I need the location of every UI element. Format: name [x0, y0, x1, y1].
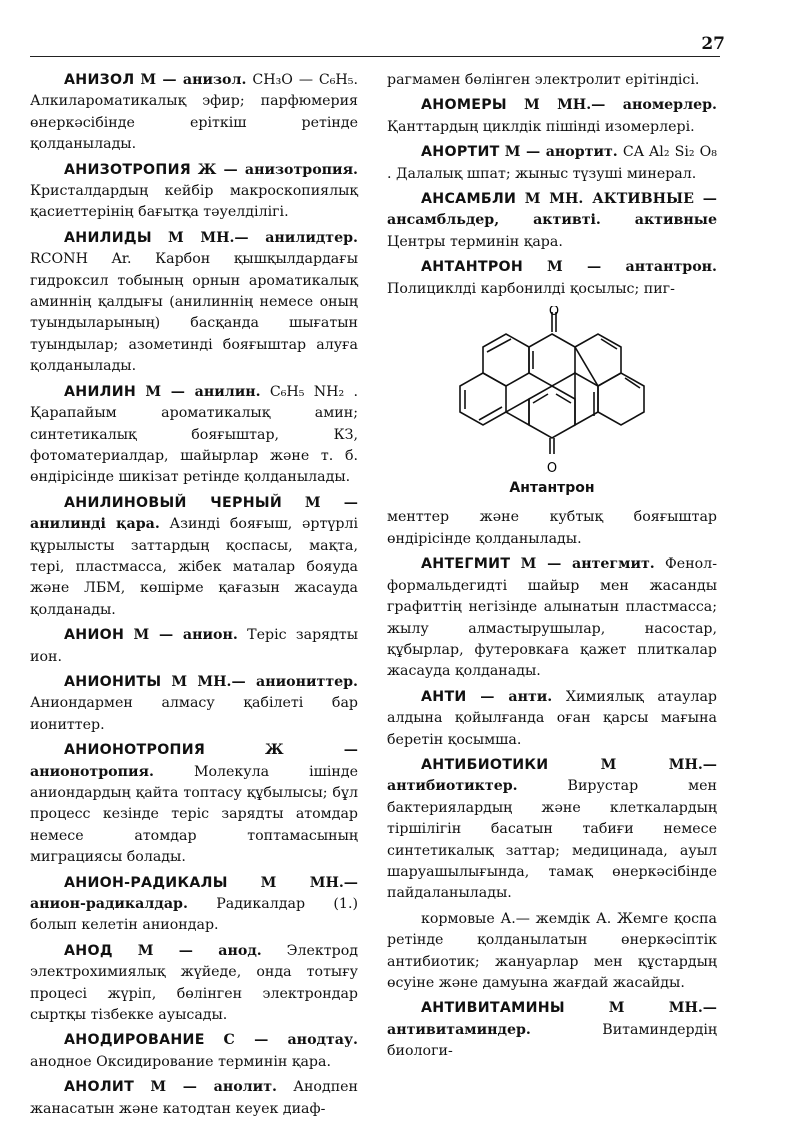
entry-kormovye	[387, 909, 717, 995]
translation: М — анод.	[137, 942, 262, 959]
definition: Кристалдардың кейбір макроскопиялық қасиеттерінің бағытқа тәуелділігі.	[30, 183, 358, 221]
headword: АНИОНОТРОПИЯ	[64, 742, 206, 759]
translation: — анти.	[480, 688, 553, 705]
definition: Центры терминін қара.	[387, 233, 563, 250]
entry-anilinovyi-chernyi	[30, 493, 358, 621]
translation: М МН.— антивитаминдер.	[387, 1000, 717, 1038]
antantron-structure-figure	[387, 306, 717, 499]
entry-anodirovanie	[30, 1030, 358, 1073]
definition: Азинді бояғыш, әртүрлі құрылысты заттардың қоспасы, мақта, тері, пластмасса, жібек маталар бояуда және ЛБМ, көшірме қағазын жасауда қолданады.	[30, 516, 358, 618]
headword: АНИОН	[64, 627, 125, 644]
translation: М — анилин.	[145, 383, 261, 400]
translation: М МН.— антибиотиктер.	[387, 756, 717, 795]
translation: М МН.— анилидтер.	[168, 229, 358, 246]
translation: М — анолит.	[150, 1079, 277, 1096]
headword: АНОМЕРЫ	[421, 97, 507, 114]
definition: Анодпен жанасатын және катодтан кеуек диаф-	[30, 1079, 359, 1117]
headword: АНТИ	[421, 688, 467, 705]
translation: М — анортит.	[504, 144, 618, 161]
entry-anilidy	[30, 228, 358, 378]
entry-anomery	[387, 95, 717, 138]
headword: АНТЕГМИТ	[421, 556, 511, 573]
headword: АНИЛИДЫ	[64, 229, 152, 246]
definition: CA Al₂ Si₂ O₈ . Далалық шпат; жыныс түзуші минерал.	[387, 144, 717, 182]
translation: М — анион.	[133, 627, 238, 644]
entry-antibiotiki	[387, 755, 717, 905]
headword: АНСАМБЛИ	[421, 191, 517, 208]
translation: Ж — анионотропия.	[30, 742, 358, 780]
translation: М — антантрон.	[547, 259, 718, 276]
entry-anolit	[30, 1077, 358, 1120]
headword: АНТИБИОТИКИ	[421, 756, 549, 773]
entry-anortit	[387, 142, 717, 185]
translation: М МН.— аномерлер.	[523, 97, 717, 114]
entry-anizol	[30, 70, 358, 156]
definition: CH₃O — C₆H₅. Алкилароматикалық эфир; парфюмерия өнеркәсібінде еріткіш ретінде қолданылады.	[30, 72, 359, 153]
definition: Радикалдар (1.) болып келетін аниондар.	[30, 896, 358, 934]
translation: М МН.— анион-радикалдар.	[30, 874, 358, 913]
headword: АНИОН-РАДИКАЛЫ	[64, 874, 228, 891]
headword: АНИЗОЛ	[64, 72, 135, 88]
definition: Витаминдердің биологи-	[387, 1021, 717, 1060]
definition: Молекула ішінде аниондардың қайта топтасу құбылысы; бұл процесс кезінде теріс зарядты атомдар немесе атомдар топтамасының миграциясы болады.	[30, 763, 358, 866]
entry-anod	[30, 941, 358, 1027]
entry-antivitaminy	[387, 998, 717, 1062]
entry-anti	[387, 687, 717, 751]
translation: Ж — анизотропия.	[197, 161, 358, 178]
headword: АНОЛИТ	[64, 1079, 135, 1096]
definition: Полициклді карбонилді қосылыс; пиг-	[387, 280, 675, 297]
left-column	[30, 70, 358, 1124]
translation: М — анилинді қара.	[30, 494, 358, 533]
entry-anionity	[30, 672, 358, 736]
definition: C₆H₅ NH₂ . Қарапайым ароматикалық амин; синтетикалық бояғыштар, КЗ, фотоматериалдар, шайырлар және т. б. өндірісінде шикізат ретінде қолданылады.	[30, 383, 359, 486]
headword: АНИЛИН	[64, 383, 137, 400]
page-number: 27	[701, 34, 725, 54]
headword: АНОРТИТ	[421, 144, 500, 161]
definition: RCONH Ar. Карбон қышқылдардағы гидроксил тобының орнын ароматикалық аминнің қалдығы (анилиннің немесе оның туындыларының) басқанда шығатын туындылар; азометинді бояғыштар алуға қолданылады.	[30, 251, 358, 375]
definition: менттер және кубтық бояғыштар өндірісінде қолданылады.	[387, 509, 717, 547]
headword: АНОД	[64, 942, 113, 959]
definition: рагмамен бөлінген электролит ерітіндісі.	[387, 72, 700, 88]
entry-antegmit	[387, 554, 717, 682]
entry-antantron-continued	[387, 507, 717, 550]
definition: кормовые А.— жемдік А. Жемге қоспа ретінде қолданылатын өнеркәсіптік антибиотик; жануарлар мен құстардың өсуіне және дамуына жағдай жасайды.	[387, 910, 717, 991]
entry-anion	[30, 625, 358, 668]
definition: Химиялық атаулар алдына қойылғанда оған қарсы мағына беретін қосымша.	[387, 688, 717, 748]
definition: Фенол-формальдегидті шайыр мен жасанды графиттің негізінде алынатын пластмасса; жылу алмастырушылар, насостар, құбырлар, футеровкаға қажет плиткалар жасауда қолданады.	[387, 556, 717, 680]
entry-antantron	[387, 257, 717, 300]
bottom-oxygen-label: O	[546, 461, 558, 477]
entry-anionotropiya	[30, 740, 358, 868]
right-column	[387, 70, 717, 1067]
figure-caption: Антантрон	[509, 480, 595, 497]
headword: АНТАНТРОН	[421, 259, 524, 276]
headword: АНИОНИТЫ	[64, 673, 162, 690]
headword: АНИЗОТРОПИЯ	[64, 161, 191, 178]
definition: анодное Оксидирование терминін қара.	[30, 1053, 331, 1070]
entry-anilin	[30, 382, 358, 489]
definition: Вирустар мен бактериялардың және клеткалардың тіршілігін басатын табиғи немесе синтетикалық заттар; медицинада, ауыл шаруашылығында, тамақ өнеркәсібінде пайдаланылады.	[387, 778, 718, 902]
definition: Теріс зарядты ион.	[30, 627, 358, 665]
header-rule	[30, 56, 720, 57]
translation: М — антегмит.	[520, 556, 655, 573]
translation: М МН. АКТИВНЫЕ — ансамбльдер, активті. активные	[387, 191, 717, 229]
headword: АНОДИРОВАНИЕ	[64, 1032, 205, 1049]
translation: М МН.— аниониттер.	[171, 673, 358, 690]
antantron-structure-diagram	[437, 306, 667, 476]
top-oxygen-label: O	[548, 306, 560, 320]
translation: М — анизол.	[140, 72, 247, 88]
headword: АНТИВИТАМИНЫ	[421, 1000, 565, 1017]
entry-anion-radikaly	[30, 873, 358, 937]
definition: Қанттардың циклдік пішінді изомерлері.	[387, 118, 695, 135]
definition: Аниондармен алмасу қабілеті бар иониттер.	[30, 695, 358, 733]
headword: АНИЛИНОВЫЙ ЧЕРНЫЙ	[64, 494, 283, 511]
definition: Электрод электрохимиялық жүйеде, онда тотығу процесі жүріп, бөлінген электрондар сыртқы тізбекке ауысады.	[30, 942, 358, 1024]
entry-anizotropiya	[30, 160, 358, 224]
entry-anolit-continued	[387, 70, 717, 91]
entry-ansambli	[387, 189, 717, 253]
translation: С — анодтау.	[223, 1032, 358, 1049]
